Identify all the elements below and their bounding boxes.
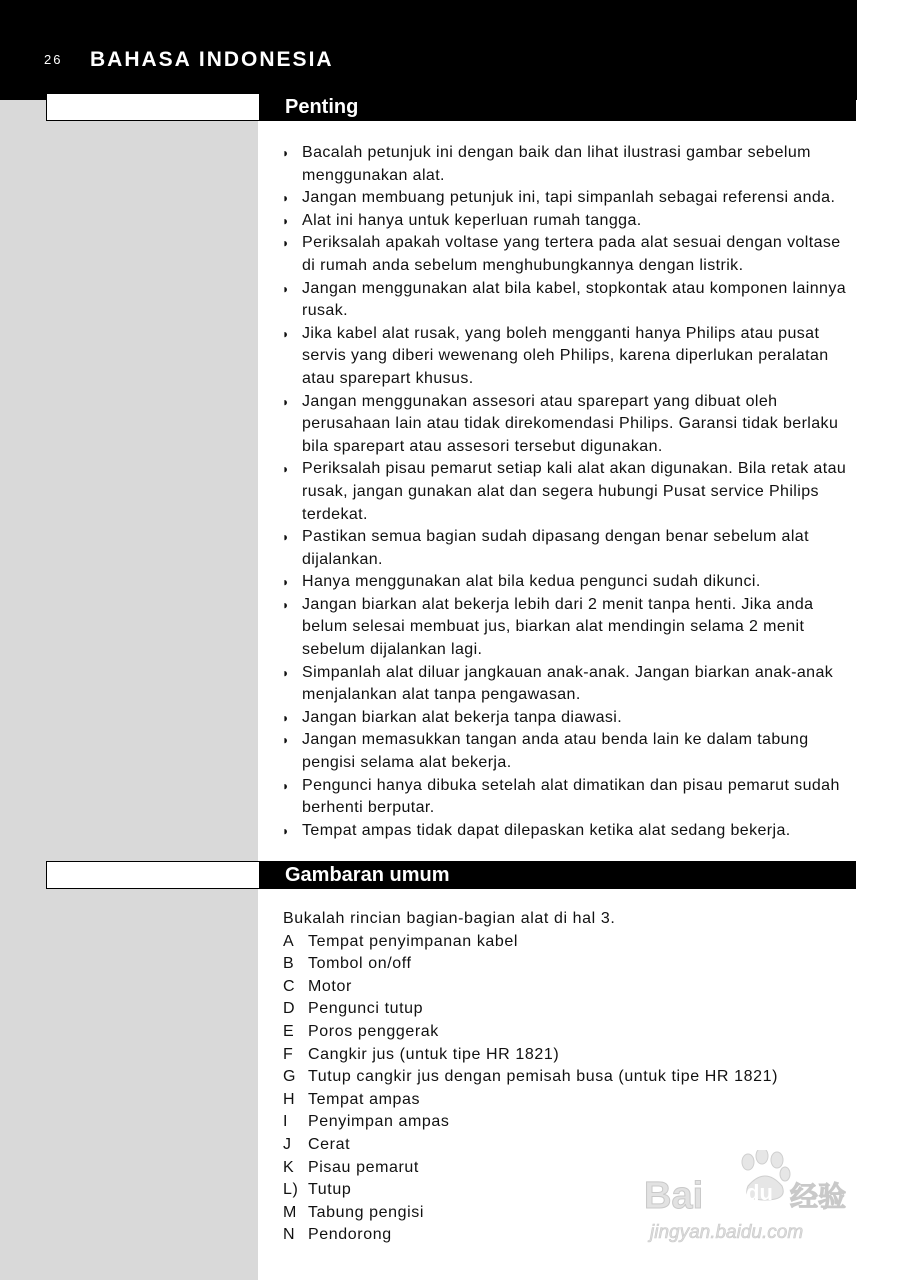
part-label: Tabung pengisi bbox=[308, 1203, 425, 1221]
part-label: Pengunci tutup bbox=[308, 1000, 424, 1018]
part-letter: C bbox=[283, 977, 296, 995]
bullet-text: Pengunci hanya dibuka setelah alat dimatikan dan pisau pemarut sudah berhenti berputar. bbox=[302, 776, 840, 817]
part-letter: F bbox=[283, 1045, 294, 1063]
bullet-text: Simpanlah alat diluar jangkauan anak-anak. Jangan biarkan anak-anak menjalankan alat tanpa pengawasan. bbox=[302, 663, 834, 704]
bullet-item bbox=[282, 707, 856, 730]
watermark-brand-du: du bbox=[746, 1180, 773, 1205]
bullet-item bbox=[282, 526, 856, 571]
bullet-item bbox=[282, 729, 856, 774]
bullet-marker-icon: ◗ bbox=[282, 575, 290, 590]
part-letter: I bbox=[283, 1113, 289, 1131]
part-label: Poros penggerak bbox=[308, 1022, 439, 1040]
bullet-item bbox=[282, 391, 856, 459]
bullet-item bbox=[282, 142, 856, 187]
bullet-text: Periksalah apakah voltase yang tertera pada alat sesuai dengan voltase di rumah anda sebelum menghubungkannya dengan listrik. bbox=[302, 234, 841, 274]
bullet-item bbox=[282, 594, 856, 662]
part-label: Cerat bbox=[308, 1135, 351, 1153]
part-label: Tutup bbox=[308, 1181, 352, 1199]
bullet-text: Jangan menggunakan alat bila kabel, stopkontak atau komponen lainnya rusak. bbox=[302, 279, 847, 320]
bullet-marker-icon: ◗ bbox=[282, 710, 290, 725]
bullet-marker-icon: ◗ bbox=[282, 665, 290, 680]
part-label: Pendorong bbox=[308, 1226, 392, 1244]
overview-intro: Bukalah rincian bagian-bagian alat di hal 3. bbox=[283, 910, 616, 927]
watermark-cn: 经验 bbox=[790, 1180, 847, 1213]
bullet-text: Jangan memasukkan tangan anda atau benda lain ke dalam tabung pengisi selama alat bekerja. bbox=[302, 731, 809, 772]
left-margin-band bbox=[0, 100, 258, 1280]
part-letter: B bbox=[283, 955, 295, 973]
part-letter: J bbox=[283, 1135, 292, 1153]
bullet-text: Jangan menggunakan assesori atau sparepart yang dibuat oleh perusahaan lain atau tidak direkomendasi Philips. Garansi tidak berlaku bila sparepart atau assesori tersebut digunakan. bbox=[302, 392, 839, 455]
part-letter: K bbox=[283, 1158, 295, 1176]
part-label: Tombol on/off bbox=[308, 955, 412, 973]
section-header-penting bbox=[46, 93, 856, 121]
part-label: Penyimpan ampas bbox=[308, 1113, 450, 1131]
penting-bullet-list bbox=[282, 142, 856, 842]
bullet-marker-icon: ◗ bbox=[282, 213, 290, 228]
part-item bbox=[283, 953, 857, 976]
part-item bbox=[283, 1089, 857, 1112]
part-label: Cangkir jus (untuk tipe HR 1821) bbox=[308, 1045, 560, 1063]
part-letter: E bbox=[283, 1022, 295, 1040]
part-letter: D bbox=[283, 1000, 296, 1018]
bullet-item bbox=[282, 323, 856, 391]
part-label: Tutup cangkir jus dengan pemisah busa (untuk tipe HR 1821) bbox=[308, 1068, 779, 1086]
part-letter: G bbox=[283, 1068, 297, 1086]
bullet-marker-icon: ◗ bbox=[282, 778, 290, 793]
bullet-text: Tempat ampas tidak dapat dilepaskan ketika alat sedang bekerja. bbox=[302, 821, 791, 839]
bullet-item bbox=[282, 210, 856, 233]
part-item bbox=[283, 998, 857, 1021]
part-item bbox=[283, 1066, 857, 1089]
bullet-marker-icon: ◗ bbox=[282, 462, 290, 477]
part-label: Motor bbox=[308, 977, 352, 995]
bullet-item bbox=[282, 232, 856, 277]
part-item bbox=[283, 976, 857, 999]
bullet-text: Hanya menggunakan alat bila kedua pengunci sudah dikunci. bbox=[302, 573, 761, 591]
bullet-marker-icon: ◗ bbox=[282, 394, 290, 409]
part-letter: A bbox=[283, 932, 295, 950]
bullet-item bbox=[282, 278, 856, 323]
part-item bbox=[283, 1111, 857, 1134]
bullet-marker-icon: ◗ bbox=[282, 597, 290, 612]
watermark-url: jingyan.baidu.com bbox=[650, 1222, 804, 1243]
bullet-item bbox=[282, 775, 856, 820]
bullet-item bbox=[282, 187, 856, 210]
bullet-text: Jangan biarkan alat bekerja lebih dari 2 menit tanpa henti. Jika anda belum selesai membuat jus, biarkan alat mendingin selama 2 menit sebelum dijalankan lagi. bbox=[302, 595, 814, 659]
bullet-marker-icon: ◗ bbox=[282, 326, 290, 341]
part-letter: L) bbox=[283, 1181, 299, 1199]
part-label: Tempat penyimpanan kabel bbox=[308, 932, 519, 950]
part-label: Tempat ampas bbox=[308, 1090, 421, 1108]
section-title-penting: Penting bbox=[285, 96, 359, 118]
part-letter: H bbox=[283, 1090, 296, 1108]
baidu-watermark bbox=[640, 1150, 850, 1245]
part-letter: N bbox=[283, 1226, 296, 1244]
bullet-item bbox=[282, 820, 856, 843]
bullet-item bbox=[282, 662, 856, 707]
bullet-marker-icon: ◗ bbox=[282, 281, 290, 296]
page-number: 26 bbox=[44, 52, 63, 67]
bullet-item bbox=[282, 571, 856, 594]
bullet-marker-icon: ◗ bbox=[282, 530, 290, 545]
bullet-marker-icon: ◗ bbox=[282, 191, 290, 206]
bullet-text: Pastikan semua bagian sudah dipasang dengan benar sebelum alat dijalankan. bbox=[302, 528, 809, 568]
bullet-text: Jangan biarkan alat bekerja tanpa diawasi. bbox=[302, 708, 623, 726]
language-title: BAHASA INDONESIA bbox=[90, 48, 334, 71]
bullet-marker-icon: ◗ bbox=[282, 823, 290, 838]
bullet-marker-icon: ◗ bbox=[282, 146, 290, 160]
header-bar bbox=[0, 0, 857, 100]
section-title-gambaran: Gambaran umum bbox=[285, 864, 450, 886]
bullet-text: Jika kabel alat rusak, yang boleh mengganti hanya Philips atau pusat servis yang diberi wewenang oleh Philips, karena diperlukan peralatan atau sparepart khusus. bbox=[302, 324, 829, 387]
part-letter: M bbox=[283, 1203, 297, 1221]
bullet-item bbox=[282, 458, 856, 526]
part-item bbox=[283, 931, 857, 954]
watermark-brand: Bai bbox=[644, 1175, 704, 1217]
bullet-text: Alat ini hanya untuk keperluan rumah tangga. bbox=[302, 211, 642, 229]
bullet-text: Jangan membuang petunjuk ini, tapi simpanlah sebagai referensi anda. bbox=[302, 189, 836, 207]
part-label: Pisau pemarut bbox=[308, 1158, 419, 1176]
bullet-text: Periksalah pisau pemarut setiap kali alat akan digunakan. Bila retak atau rusak, jangan gunakan alat dan segera hubungi Pusat service Philips terdekat. bbox=[302, 460, 847, 523]
section-header-gambaran bbox=[46, 861, 856, 889]
part-item bbox=[283, 1044, 857, 1067]
bullet-marker-icon: ◗ bbox=[282, 236, 290, 251]
part-item bbox=[283, 1021, 857, 1044]
bullet-text: Bacalah petunjuk ini dengan baik dan lihat ilustrasi gambar sebelum menggunakan alat. bbox=[302, 144, 811, 184]
bullet-marker-icon: ◗ bbox=[282, 733, 290, 748]
